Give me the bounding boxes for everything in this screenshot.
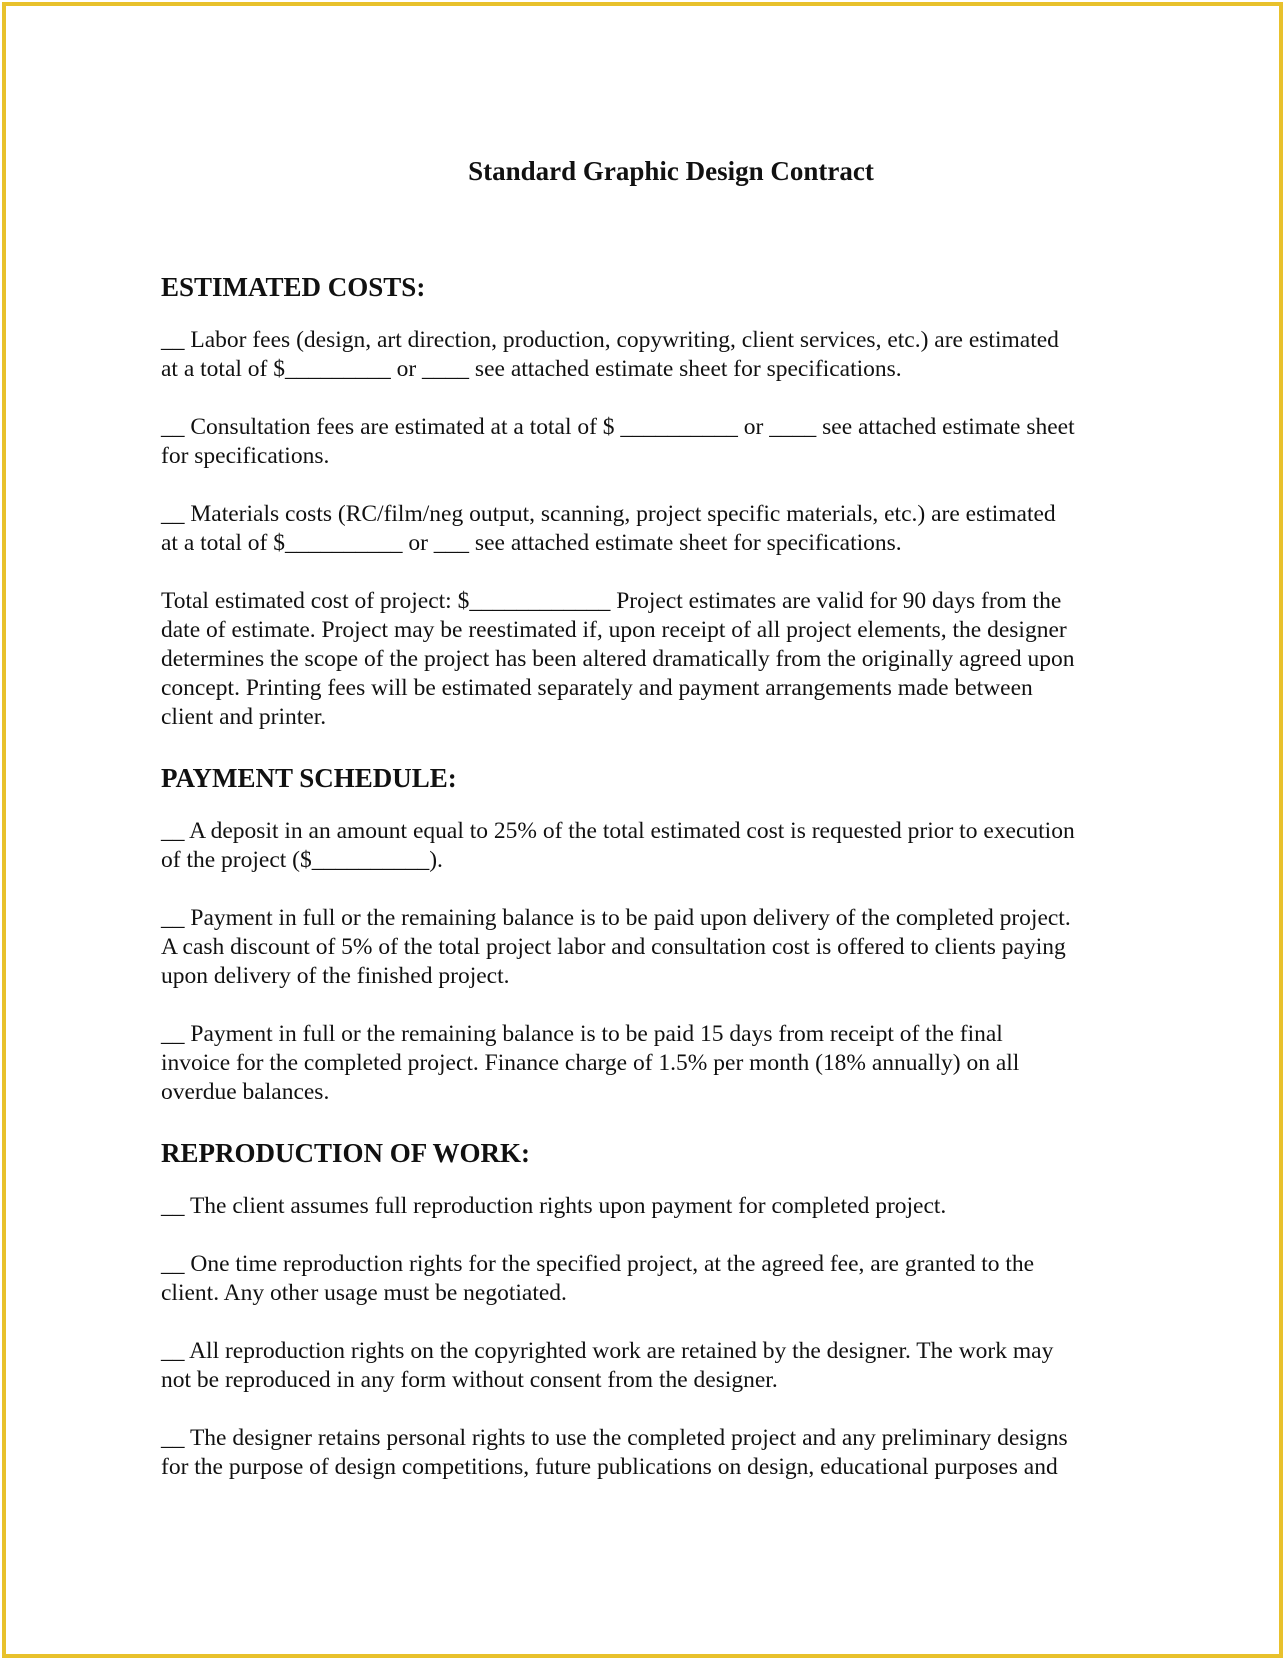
document-title: Standard Graphic Design Contract xyxy=(468,156,874,186)
clause-payment-15-days: __ Payment in full or the remaining balance is to be paid 15 days from receipt of the final invoice for the completed project. Finance charge of 1.5% per month (18% annually) on all overdue balances. xyxy=(161,1021,1020,1105)
section-heading: REPRODUCTION OF WORK: xyxy=(161,1138,531,1168)
clause-total-estimated-cost: Total estimated cost of project: $____________ Project estimates are valid for 90 days from the date of estimate. Project may be reestimated if, upon receipt of all project elements, the designer determines the scope of the project has been altered dramatically from the originally agreed upon concept. Printing fees will be estimated separately and payment arrangements made between client and printer. xyxy=(161,588,1075,730)
clause-deposit: __ A deposit in an amount equal to 25% of the total estimated cost is requested prior to execution of the project ($__________). xyxy=(161,818,1075,873)
document-body xyxy=(161,154,1151,1511)
section-heading: ESTIMATED COSTS: xyxy=(161,272,426,302)
section-estimated-costs xyxy=(161,270,1151,732)
clause-labor-fees: __ Labor fees (design, art direction, production, copywriting, client services, etc.) are estimated at a total of $_________ or ____ see attached estimate sheet for specifications. xyxy=(161,327,1059,382)
clause-designer-personal-rights: __ The designer retains personal rights to use the completed project and any preliminary designs for the purpose of design competitions, future publications on design, educational purposes and xyxy=(161,1425,1068,1480)
clause-client-full-rights: __ The client assumes full reproduction rights upon payment for completed project. xyxy=(161,1193,947,1219)
section-heading: PAYMENT SCHEDULE: xyxy=(161,763,457,793)
document-page xyxy=(2,2,1283,1658)
clause-payment-on-delivery: __ Payment in full or the remaining balance is to be paid upon delivery of the completed project. A cash discount of 5% of the total project labor and consultation cost is offered to clients paying upon delivery of the finished project. xyxy=(161,905,1071,989)
clause-consultation-fees: __ Consultation fees are estimated at a total of $ __________ or ____ see attached estimate sheet for specifications. xyxy=(161,414,1075,469)
clause-materials-costs: __ Materials costs (RC/film/neg output, scanning, project specific materials, etc.) are estimated at a total of $__________ or ___ see attached estimate sheet for specifications. xyxy=(161,501,1056,556)
clause-one-time-rights: __ One time reproduction rights for the specified project, at the agreed fee, are granted to the client. Any other usage must be negotiated. xyxy=(161,1251,1035,1306)
section-reproduction-of-work xyxy=(161,1136,1151,1482)
section-payment-schedule xyxy=(161,761,1151,1107)
clause-designer-retains-rights: __ All reproduction rights on the copyrighted work are retained by the designer. The work may not be reproduced in any form without consent from the designer. xyxy=(161,1338,1054,1393)
